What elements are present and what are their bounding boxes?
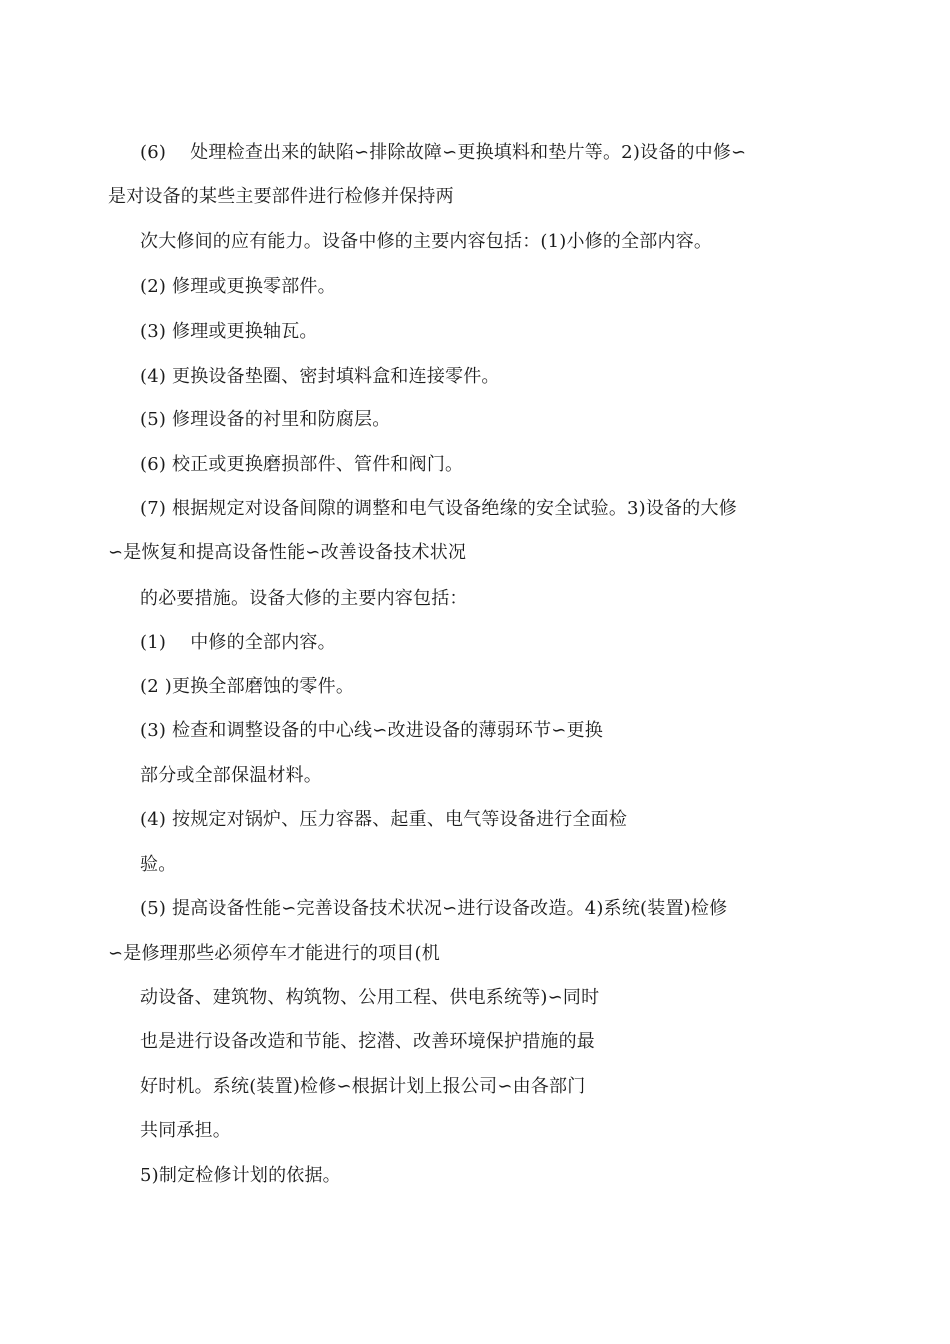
text-line: 验。 xyxy=(140,854,177,875)
text-line: 的必要措施。设备大修的主要内容包括： xyxy=(140,588,468,609)
text-line: (5) 修理设备的衬里和防腐层。 xyxy=(140,409,391,430)
text-line: 部分或全部保温材料。 xyxy=(140,765,322,786)
text-line: (6) 校正或更换磨损部件、管件和阀门。 xyxy=(140,454,464,475)
text-line: (4) 按规定对锅炉、压力容器、起重、电气等设备进行全面检 xyxy=(140,809,628,830)
text-line: (2 )更换全部磨蚀的零件。 xyxy=(140,676,355,697)
text-line: (3) 检查和调整设备的中心线∽改进设备的薄弱环节∽更换 xyxy=(140,720,603,741)
text-line: (3) 修理或更换轴瓦。 xyxy=(140,321,318,342)
text-line: (2) 修理或更换零部件。 xyxy=(140,276,336,297)
text-line: 5)制定检修计划的依据。 xyxy=(140,1165,341,1186)
text-line: 共同承担。 xyxy=(140,1120,231,1141)
text-line: 好时机。系统(装置)检修∽根据计划上报公司∽由各部门 xyxy=(140,1076,586,1097)
text-line: (1) 中修的全部内容。 xyxy=(140,632,336,653)
text-line: (7) 根据规定对设备间隙的调整和电气设备绝缘的安全试验。3)设备的大修 xyxy=(140,498,737,519)
text-line: ∽是恢复和提高设备性能∽改善设备技术状况 xyxy=(108,542,467,563)
text-line: (5) 提高设备性能∽完善设备技术状况∽进行设备改造。4)系统(装置)检修 xyxy=(140,898,728,919)
text-line: 是对设备的某些主要部件进行检修并保持两 xyxy=(108,186,454,207)
text-line: 动设备、建筑物、构筑物、公用工程、供电系统等)∽同时 xyxy=(140,987,600,1008)
text-line: ∽是修理那些必须停车才能进行的项目(机 xyxy=(108,943,440,964)
text-line: 也是进行设备改造和节能、挖潜、改善环境保护措施的最 xyxy=(140,1031,595,1052)
text-line: (4) 更换设备垫圈、密封填料盒和连接零件。 xyxy=(140,366,500,387)
text-line: (6) 处理检查出来的缺陷∽排除故障∽更换填料和垫片等。2)设备的中修∽ xyxy=(140,142,747,163)
text-line: 次大修间的应有能力。设备中修的主要内容包括：(1)小修的全部内容。 xyxy=(140,231,713,252)
